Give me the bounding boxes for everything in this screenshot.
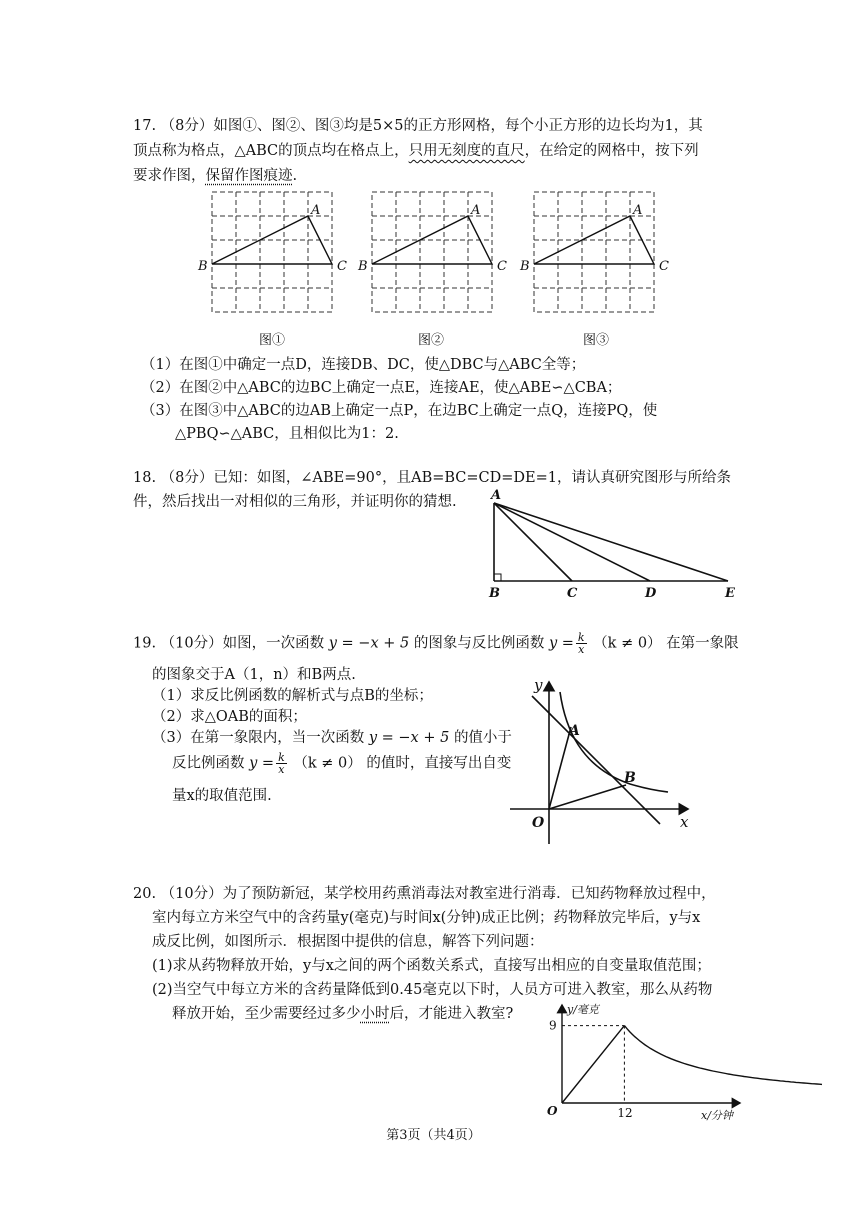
- label-a: A: [633, 203, 643, 218]
- page-footer: 第3页（共4页）: [386, 1128, 481, 1143]
- label-o: O: [532, 815, 545, 831]
- q19-line1-c: 在第一象限: [666, 635, 739, 652]
- label-b: B: [520, 259, 530, 274]
- q18-line1: 18. （8分）已知：如图，∠ABE=90°，且AB=BC=CD=DE=1，请认真研究图形与所给条: [133, 470, 732, 486]
- q19-linear-fn: y = −x + 5: [328, 635, 410, 652]
- q19-graph: [510, 672, 700, 847]
- q20-line3: 成反比例，如图所示．根据图中提供的信息，解答下列问题：: [152, 934, 544, 950]
- q19-linear-fn-2: y = −x + 5: [368, 730, 450, 746]
- label-y: y: [534, 676, 543, 694]
- grid-figure-3: [520, 190, 669, 320]
- x-axis-label: x/分钟: [701, 1109, 733, 1122]
- label-d: D: [645, 586, 657, 601]
- label-x: x: [680, 813, 689, 831]
- q19-fn-y: y =: [548, 635, 574, 652]
- q17-line2-c: ，在给定的网格中，按下列: [524, 143, 699, 159]
- q19-fn-y-2: y =: [249, 755, 275, 772]
- q18-line2: 件，然后找出一对相似的三角形，并证明你的猜想.: [133, 494, 457, 510]
- q17-emphasis-ruler: 只用无刻度的直尺: [408, 143, 525, 159]
- label-c: C: [337, 259, 347, 274]
- label-c: C: [659, 259, 669, 274]
- q19-line1-b: 的图象与反比例函数: [413, 635, 545, 652]
- q19-sub3-b: 的值小于: [453, 730, 512, 746]
- q19-sub3-line2: [172, 752, 511, 775]
- q20-sub1: (1)求从药物释放开始，y与x之间的两个函数关系式，直接写出相应的自变量取值范围；: [152, 958, 711, 974]
- q19-line2: 的图象交于A（1，n）和B两点.: [152, 667, 356, 683]
- q20-line1: 20. （10分）为了预防新冠，某学校用药熏消毒法对教室进行消毒．已知药物释放过程中，: [133, 886, 716, 902]
- q20-sub2-line2-a: 释放开始，至少需要经过多少: [172, 1006, 361, 1022]
- label-a: A: [569, 723, 580, 739]
- q19-sub2: （2）求△OAB的面积；: [152, 709, 307, 725]
- q17-emphasis-traces: 保留作图痕迹: [205, 168, 293, 184]
- linear-line: [532, 696, 660, 824]
- y-axis-label: y/毫克: [567, 1003, 599, 1016]
- figure-label-3: 图③: [583, 333, 610, 348]
- label-a: A: [471, 203, 481, 218]
- label-c: C: [567, 586, 578, 601]
- q19-sub3-line3: 量x的取值范围.: [172, 788, 272, 804]
- q17-sub3-line2: △PBQ∽△ABC，且相似比为1：2.: [175, 426, 399, 442]
- q17-line3: [133, 166, 297, 186]
- origin-label: O: [547, 1104, 558, 1118]
- label-a: A: [491, 488, 502, 503]
- label-b: B: [358, 259, 368, 274]
- label-a: A: [311, 203, 321, 218]
- linear-segment: [562, 1026, 624, 1103]
- q17-line2: [133, 141, 699, 161]
- peak-y-label: 9: [549, 1018, 557, 1033]
- q19-fraction-2: $\frac{k}{x}$: [278, 751, 285, 776]
- label-b: B: [624, 770, 636, 786]
- q20-sub2-line2-c: 后，才能进入教室?: [389, 1006, 514, 1022]
- q19-line1: [133, 632, 739, 655]
- q17-sub2: （2）在图②中△ABC的边BC上确定一点E，连接AE，使△ABE∽△CBA；: [141, 380, 622, 396]
- q20-sub2-line1: (2)当空气中每立方米的含药量降低到0.45毫克以下时，人员方可进入教室，那么从药物: [152, 982, 713, 998]
- inverse-curve: [624, 1026, 822, 1085]
- peak-x-label: 12: [617, 1106, 633, 1120]
- q19-fraction: $\frac{k}{x}$: [577, 631, 585, 656]
- q17-line3-a: 要求作图，: [133, 168, 206, 184]
- q19-line1-a: 19. （10分）如图，一次函数: [133, 635, 325, 652]
- segment-ob: [549, 785, 626, 809]
- figure-label-2: 图②: [418, 333, 445, 348]
- q17-line2-a: 顶点称为格点，△ABC的顶点均在格点上，: [133, 143, 409, 159]
- q19-sub3-line2-b: 的值时，直接写出自变: [366, 755, 512, 772]
- q20-line2: 室内每立方米空气中的含药量y(毫克)与时间x(分钟)成正比例；药物释放完毕后，y与x: [152, 910, 701, 926]
- grid-figure-2: [358, 190, 507, 320]
- q19-sub3: [152, 728, 512, 748]
- q17-line1: 17. （8分）如图①、图②、图③均是5×5的正方形网格，每个小正方形的边长均为1，其: [133, 118, 703, 134]
- figure-label-1: 图①: [259, 333, 286, 348]
- q20-chart: [535, 995, 785, 1125]
- label-c: C: [497, 259, 507, 274]
- q20-emphasis-hours: 小时: [360, 1006, 390, 1022]
- q19-condition-2: （k ≠ 0）: [293, 755, 362, 772]
- segment-oa: [549, 727, 571, 809]
- q19-sub3-a: （3）在第一象限内，当一次函数: [152, 730, 365, 746]
- q19-condition: （k ≠ 0）: [593, 635, 662, 652]
- q19-sub3-line2-a: 反比例函数: [172, 755, 245, 772]
- q19-sub1: （1）求反比例函数的解析式与点B的坐标；: [152, 688, 433, 704]
- q20-sub2-line2: [172, 1004, 513, 1024]
- q17-line3-c: .: [292, 168, 298, 184]
- label-e: E: [725, 586, 735, 601]
- grid-figure-1: [198, 190, 347, 320]
- q17-sub1: （1）在图①中确定一点D，连接DB、DC，使△DBC与△ABC全等；: [141, 357, 586, 373]
- label-b: B: [489, 586, 500, 601]
- q18-figure: [485, 485, 745, 600]
- q17-sub3-line1: （3）在图③中△ABC的边AB上确定一点P，在边BC上确定一点Q，连接PQ，使: [141, 403, 658, 419]
- label-b: B: [198, 259, 208, 274]
